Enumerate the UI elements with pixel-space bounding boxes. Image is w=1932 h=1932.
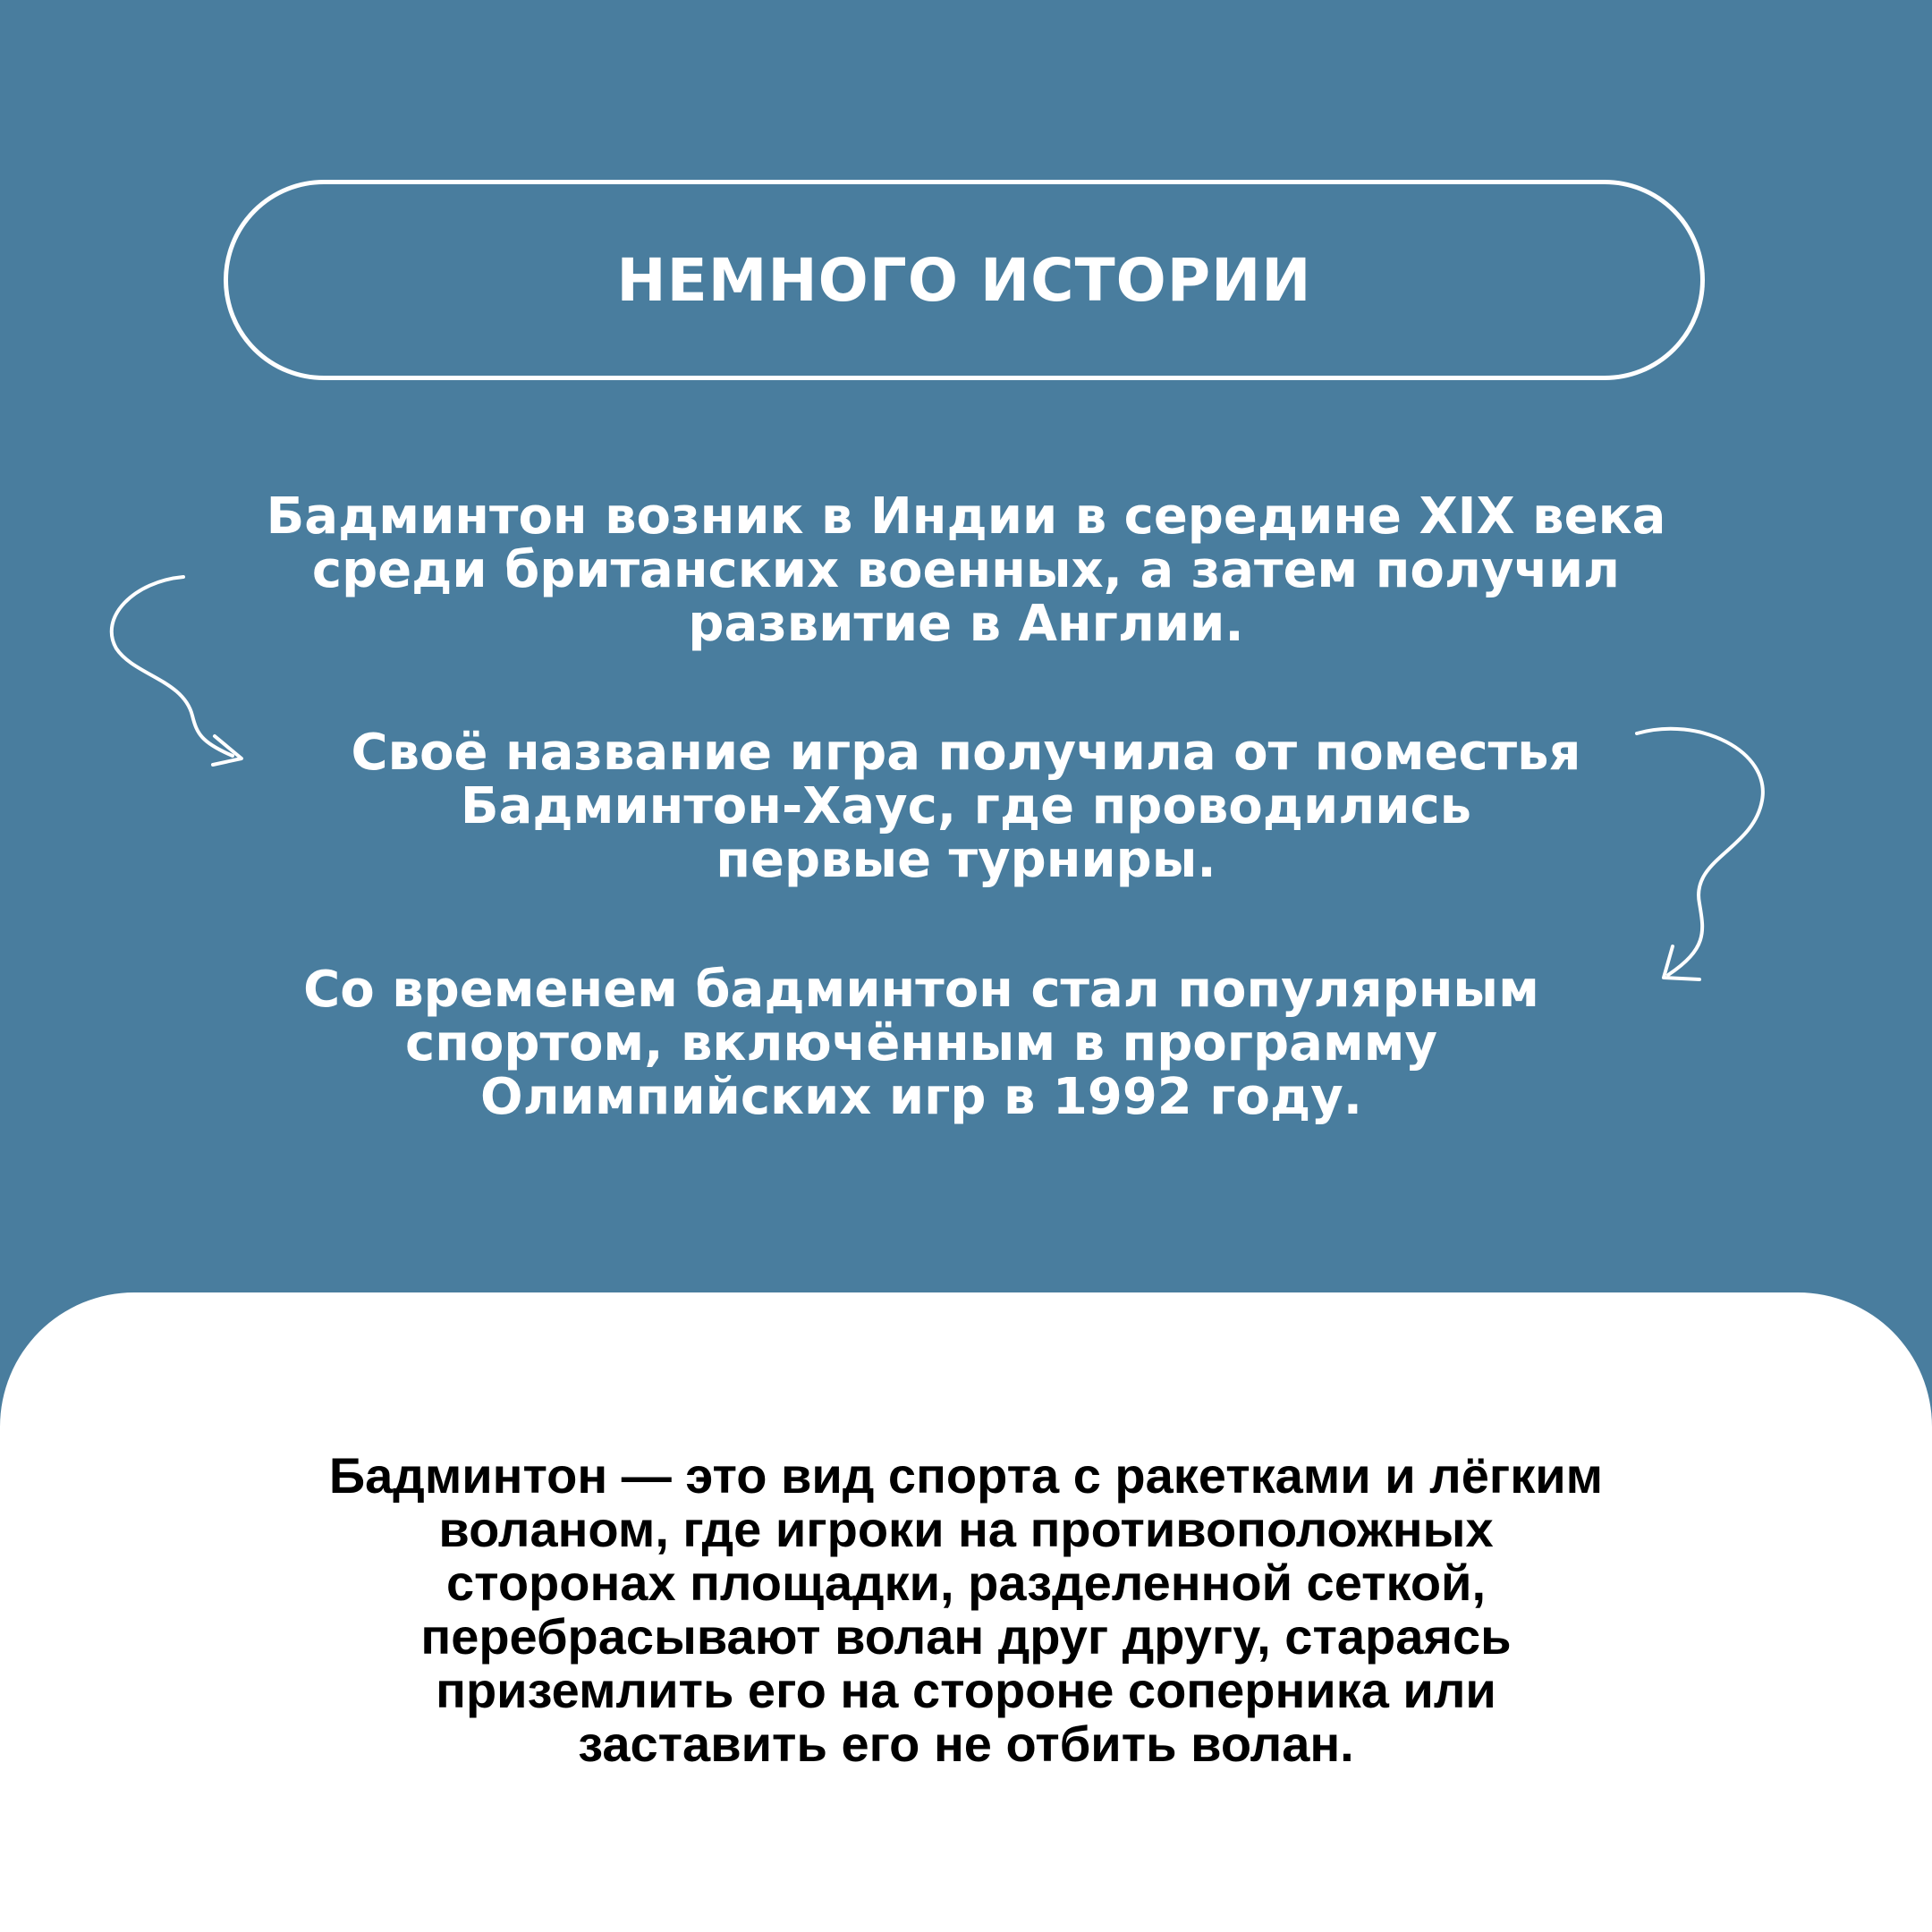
definition-line: воланом, где игроки на противоположных xyxy=(438,1501,1494,1557)
curly-arrow-right-icon xyxy=(1619,716,1780,993)
paragraph-line: Олимпийских игр в 1992 году. xyxy=(480,1068,1362,1126)
definition-line: заставить его не отбить волан. xyxy=(578,1716,1354,1772)
definition-line: приземлить его на стороне соперника или xyxy=(436,1662,1496,1718)
paragraph-line: развитие в Англии. xyxy=(688,595,1244,653)
history-paragraph-1 xyxy=(161,487,1771,653)
history-paragraph-2 xyxy=(161,726,1771,887)
definition-line: Бадминтон — это вид спорта с ракетками и лёгким xyxy=(328,1447,1604,1504)
history-paragraph-3 xyxy=(116,963,1726,1124)
definition-paragraph xyxy=(161,1449,1771,1771)
paragraph-line: Бадминтон-Хаус, где проводились xyxy=(460,777,1472,835)
paragraph-line: Бадминтон возник в Индии в середине XIX века xyxy=(266,487,1666,546)
paragraph-line: среди британских военных, а затем получил xyxy=(311,541,1621,599)
paragraph-line: спортом, включённым в программу xyxy=(405,1014,1437,1072)
definition-line: сторонах площадки, разделенной сеткой, xyxy=(445,1555,1487,1611)
paragraph-line: первые турниры. xyxy=(716,831,1216,889)
definition-line: перебрасывают волан друг другу, стараясь xyxy=(420,1608,1512,1665)
paragraph-line: Своё название игра получила от поместья xyxy=(351,724,1581,782)
title-pill xyxy=(224,180,1705,380)
paragraph-line: Со временем бадминтон стал популярным xyxy=(303,961,1539,1019)
curly-arrow-left-icon xyxy=(98,564,259,769)
page-title: НЕМНОГО ИСТОРИИ xyxy=(616,245,1312,315)
